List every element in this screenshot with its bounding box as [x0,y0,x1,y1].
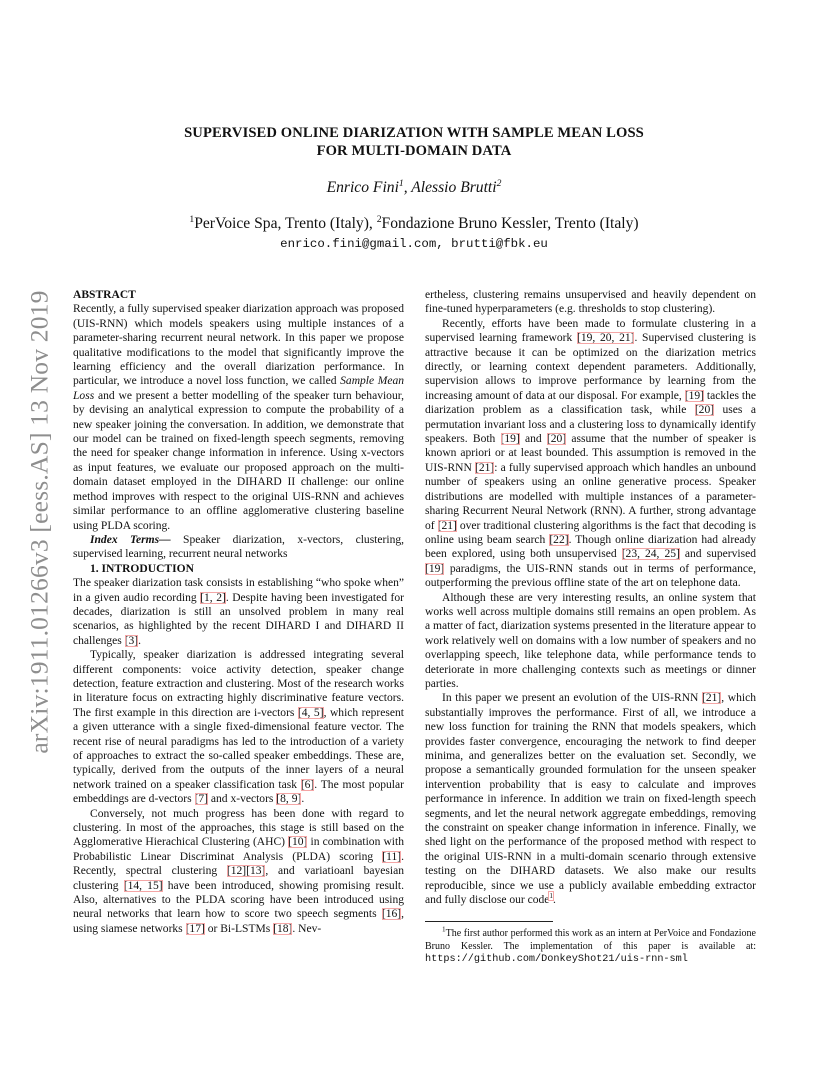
footnote [425,928,756,966]
affiliations [0,215,828,233]
citation-link[interactable]: [19] [425,562,445,575]
text: assume that the number of speaker is known apriori or at least bounded. This assumption is removed in the UIS-RNN [425,433,756,474]
citation-link[interactable]: [6] [300,778,315,791]
author-1: Enrico Fini [326,179,399,196]
footnote-divider [425,921,553,922]
citation-link[interactable]: [21] [437,519,457,532]
text: . Nev- [292,922,322,935]
text: and x-vectors [208,793,277,806]
arxiv-stamp [8,268,72,776]
affil-1-mark: 1 [189,213,195,225]
text: . [301,793,305,806]
citation-link[interactable]: [11] [382,850,402,863]
text: Recently, efforts have been made to formulate clustering in a supervised learning framework [425,317,756,345]
text: The speaker diarization task consists in establishing “who spoke when” in a given audio recording [73,577,404,604]
paper-title [0,124,828,160]
citation-link[interactable]: [19, 20, 21] [576,332,635,345]
text: . Though online diarization had already been explored, using both unsupervised [425,533,756,561]
citation-link[interactable]: [4, 5] [297,706,324,719]
author-2: Alessio Brutti [411,179,497,196]
text: tackles the diarization problem as a classification task, while [425,389,756,417]
continued-paragraph: ertheless, clustering remains unsupervised and heavily dependent on fine-tuned hyperparameters (e.g. thresholds to stop clustering). [425,289,756,316]
text: . Recently, spectral clustering [73,850,404,878]
related-work-paragraph [425,317,756,591]
text: . Despite having been investigated for decades, diarization is still an unsolved problem in many real scenarios, as highlighted by the recent DIHARD I and DIHARD II challenges [73,591,404,647]
abstract-heading: ABSTRACT [73,289,136,301]
title-line-2: FOR MULTI-DOMAIN DATA [316,143,512,159]
text: in combination with Probabilistic Linear Discriminat Analysis (PLDA) scoring [73,836,404,863]
citation-link[interactable]: [16] [381,908,402,921]
citation-link[interactable]: [1, 2] [200,591,226,604]
author-2-mark: 2 [496,177,502,189]
affil-2-mark: 2 [376,213,382,225]
text: . Supervised clustering is attractive because it can be optimized on the diarization metrics directly, or learning context dependent parameters. Additionally, supervision allows to improve performance by learning from the increasing amount of data at our disposal. For example, [425,332,756,402]
citation-link[interactable]: [7] [194,793,208,806]
author-emails: enrico.fini@gmail.com, brutti@fbk.eu [280,237,548,251]
abstract-emphasis: Sample Mean Loss [73,375,405,402]
text: . [553,894,556,907]
footnote-text: The first author performed this work as an intern at PerVoice and Fondazione Bruno Kessler. The implementation of this paper is available at: [425,928,756,952]
citation-link[interactable]: [20] [694,404,715,417]
citation-link[interactable]: [12][13] [226,865,266,878]
text: : a fully supervised approach which handles an unbound number of speakers using an online generative process. Speaker distributions are modelled with multiple instances of a parameter-sharing Recurrent Neural Network (RNN). A further, strong advantage of [425,461,756,532]
code-repository-url[interactable]: https://github.com/DonkeyShot21/uis-rnn-sml [425,953,688,965]
contribution-paragraph [425,691,756,907]
affil-1: PerVoice Spa, Trento (Italy), [194,215,377,232]
author-1-mark: 1 [398,177,404,189]
index-terms-text: Speaker diarization, x-vectors, clustering, supervised learning, recurrent neural networks [73,533,405,561]
citation-link[interactable]: [10] [288,836,308,849]
citation-link[interactable]: [22] [549,533,569,546]
text: Conversely, not much progress has been done with regard to clustering. In most of the approaches, this stage is still based on the Agglomerative Hierachical Clustering (AHC) [73,807,404,849]
title-line-1: SUPERVISED ONLINE DIARIZATION WITH SAMPLE MEAN LOSS [184,125,644,141]
text: , using siamese networks [73,908,404,935]
citation-link[interactable]: [17] [185,922,205,935]
citation-link[interactable]: [8, 9] [276,793,302,806]
index-terms [73,533,404,562]
text: over traditional clustering algorithms is the fact that decoding is online using beam search [425,519,757,546]
index-terms-label: Index Terms— [90,533,171,546]
intro-paragraph-1 [73,576,404,648]
citation-link[interactable]: [21] [702,692,722,705]
citation-link[interactable]: [18] [273,922,293,935]
footnote-link[interactable]: 1 [549,892,553,901]
intro-heading: 1. INTRODUCTION [90,562,194,575]
abstract-text-b: and we present a better modelling of the speaker turn behaviour, by devising an analytical expression to compute the probability of a new speaker joining the conversation. In addition, we demonstrate that our model can be trained on fixed-length speech segments, removing the need for speaker change information in inference. Using x-vectors as input features, we evaluate our proposed approach on the multi-domain dataset employed in the DIHARD II challenge: our online method improves with respect to the original UIS-RNN and achieves similar performance to an offline agglomerative clustering baseline using PLDA scoring. [73,389,404,532]
citation-link[interactable]: [19] [684,389,704,402]
text: and [519,433,547,446]
arxiv-id: arXiv:1911.01266v3 [eess.AS] 13 Nov 2019 [25,290,54,754]
authors [0,179,828,197]
text: , which substantially improves the performance. First of all, we introduce a new loss function for training the RNN that models speakers, which provides faster convergence, encouraging the network to find deeper minima, and generalizes better on the evaluation set. Secondly, we propose a semantically grounded formulation for the unseen speaker intervention probability that is easy to calculate and improves performance in inference. In addition we train on fixed-length speech segments, and let the neural network aggregate embeddings, removing the constraint on speaker change information in inference. Finally, we shed light on the performance of the proposed method with respect to the original UIS-RNN in a multi-domain scenario through extensive testing on the DIHARD datasets. We also make our results reproducible, since we use a publicly available embedding extractor and fully disclose our code [425,692,756,907]
text: Typically, speaker diarization is addressed integrating several different components: voice activity detection, speaker change detection, feature extraction and clustering. Most of the research works in literature focus on extracting highly discriminative feature vectors. The first example in this direction are i-vectors [73,649,404,719]
right-column [425,288,756,966]
text: and supervised [679,548,756,561]
citation-link[interactable]: [14, 15] [123,879,163,892]
intro-paragraph-2 [73,648,404,806]
citation-link[interactable]: [21] [474,461,495,474]
open-problem-paragraph: Although these are very interesting results, an online system that works well across multiple domains still remains an open problem. As a matter of fact, diarization systems presented in the literature appear to work relatively well on domains with a low number of speakers and no overlapping speech, like telephone data, while performance tends to deteriorate in more challenging contexts such as meetings or dinner parties. [425,591,756,690]
citation-link[interactable]: [23, 24, 25] [621,548,680,561]
affil-2: Fondazione Bruno Kessler, Trento (Italy) [381,215,639,232]
text: . [138,634,141,647]
text: have been introduced, showing promising result. Also, alternatives to the PLDA scoring have been introduced using neural networks that learn how to score two speech segments [73,879,405,921]
intro-paragraph-3 [73,807,404,937]
footnote-number: 1 [442,926,446,935]
abstract-text [73,302,404,533]
citation-link[interactable]: [3] [124,634,139,647]
text: uses a permutation invariant loss and a clustering loss to dynamically identify speakers. Both [425,404,756,446]
text: In this paper we present an evolution of the UIS-RNN [442,692,703,705]
text: . The most popular embeddings are d-vectors [73,778,404,806]
citation-link[interactable]: [20] [546,433,567,446]
citation-link[interactable]: [19] [500,433,520,446]
left-column [73,288,404,936]
text: , which represent a given utterance with a single fixed-dimensional feature vector. The recent rise of neural paradigms has led to the introduction of a variety of approaches to extract the so-called speaker embeddings. These are, typically, derived from the outputs of the inner layers of a neural network trained on a speaker classification task [73,706,404,791]
abstract-text-a: Recently, a fully supervised speaker diarization approach was proposed (UIS-RNN) which models speakers using multiple instances of a parameter-sharing recurrent neural network. In this paper we propose qualitative modifications to the model that significantly improve the learning efficiency and the overall diarization performance. In particular, we introduce a novel loss function, we called [73,303,404,388]
text: or Bi-LSTMs [204,922,274,935]
text: , and variatioanl bayesian clustering [73,865,404,892]
text: paradigms, the UIS-RNN stands out in terms of performance, outperforming the previous offline state of the art on telephone data. [425,562,756,590]
author-separator: , [403,179,412,196]
